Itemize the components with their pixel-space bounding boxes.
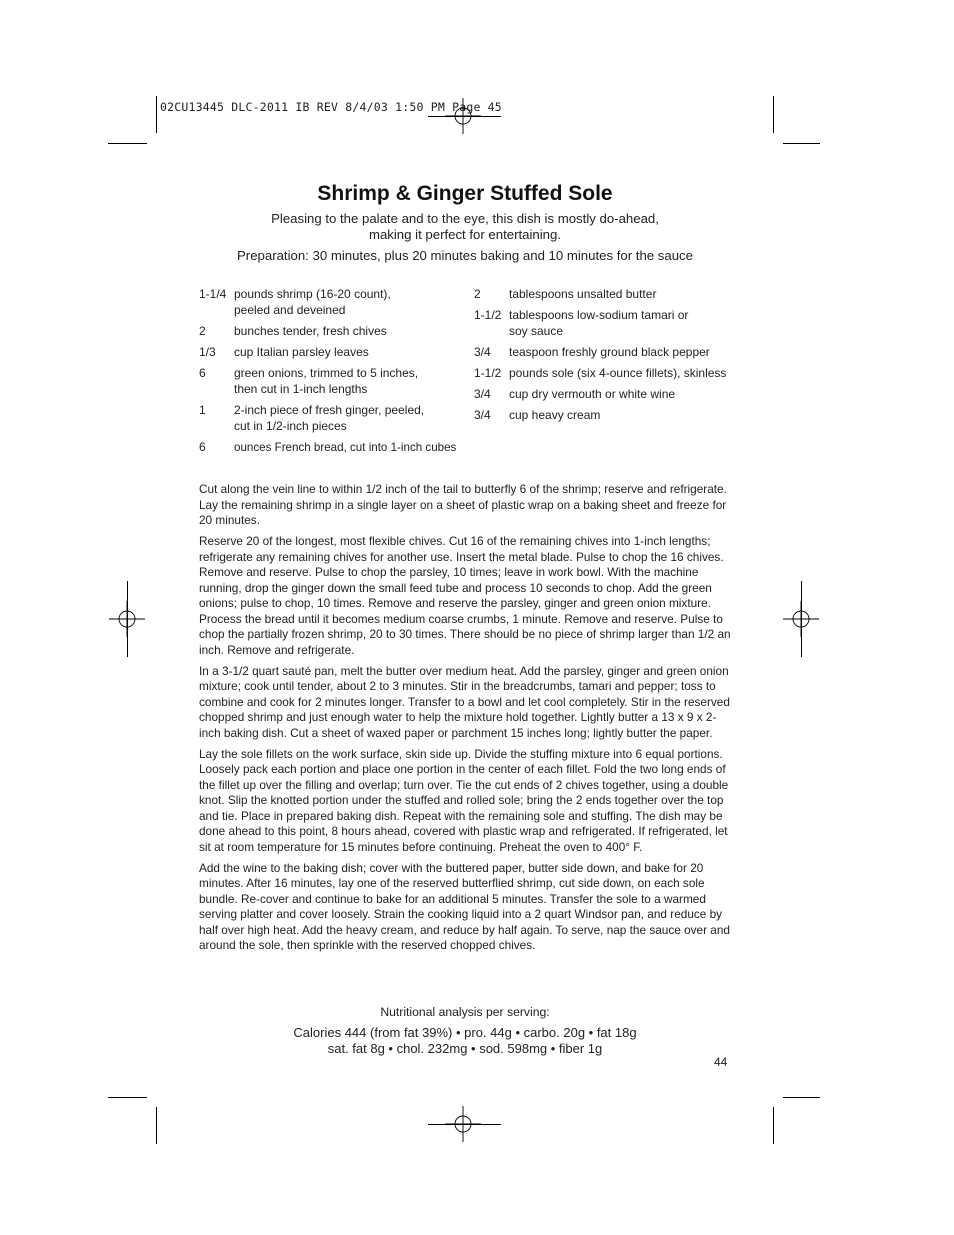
ingredient-item	[199, 403, 469, 435]
ingredient-desc: green onions, trimmed to 5 inches, then cut in 1-inch lengths	[234, 366, 419, 396]
crop-mark	[108, 1097, 147, 1098]
preparation-time: Preparation: 30 minutes, plus 20 minutes baking and 10 minutes for the sauce	[237, 248, 693, 263]
ingredient-desc: 2-inch piece of fresh ginger, peeled, cut in 1/2-inch pieces	[234, 402, 425, 433]
intro-line: making it perfect for entertaining.	[368, 227, 562, 242]
method-paragraph: Add the wine to the baking dish; cover with the buttered paper, butter side down, and bake for 20 minutes. After 16 minutes, lay one of the reserved butterflied shrimp, cut side down, on each sole bundle. Re-cover and continue to bake for an additional 5 minutes. Transfer the sole to a warmed serving platter and cover loosely. Strain the cooking liquid into a 2 quart Windsor pan, and reduce by half over high heat. Add the heavy cream, and reduce by half again. To serve, nap the sauce over and around the sole, then sprinkle with the reserved chopped chives.	[199, 860, 730, 952]
ingredient-qty: 2	[474, 287, 481, 301]
ingredient-desc: cup dry vermouth or white wine	[509, 387, 676, 402]
crop-mark	[428, 1124, 501, 1125]
recipe-intro	[0, 211, 930, 243]
ingredient-item	[199, 440, 469, 456]
crop-mark	[783, 143, 820, 144]
crop-mark	[783, 1097, 820, 1098]
recipe-title: Shrimp & Ginger Stuffed Sole	[317, 182, 613, 205]
method-paragraph: In a 3-1/2 quart sauté pan, melt the butter over medium heat. Add the parsley, ginger and green onion mixture; cook until tender, about 2 to 3 minutes. Stir in the breadcrumbs, tamari and pepper; toss to combine and cook for 2 minutes longer. Transfer to a bowl and let cool completely. Stir in the reserved chopped shrimp and just enough water to help the mixture hold together. Lightly butter a 13 x 9 x 2-inch baking dish. Cut a sheet of waxed paper or parchment 15 inches long; lightly butter the paper.	[199, 663, 730, 740]
ingredient-qty: 3/4	[474, 344, 491, 359]
ingredients-left-column	[199, 287, 469, 461]
ingredients-right-column	[474, 287, 749, 429]
ingredient-qty: 1	[199, 402, 206, 417]
nutrition-heading: Nutritional analysis per serving:	[380, 1005, 550, 1019]
ingredient-item	[474, 308, 749, 340]
ingredient-desc: bunches tender, fresh chives	[234, 323, 387, 338]
ingredient-qty: 3/4	[474, 408, 491, 423]
nutrition-facts	[0, 1025, 930, 1057]
crop-mark	[156, 96, 157, 133]
ingredient-item	[199, 345, 469, 361]
crop-mark	[801, 581, 802, 657]
ingredient-item	[474, 387, 749, 403]
ingredient-item	[474, 366, 749, 382]
crop-mark	[428, 116, 501, 117]
method-paragraph: Reserve 20 of the longest, most flexible chives. Cut 16 of the remaining chives into 1-inch lengths; refrigerate any remaining chives for another use. Insert the metal blade. Pulse to chop the 16 chives. Remove and reserve. Pulse to chop the parsley, 10 times; leave in work bowl. With the machine running, drop the ginger down the small feed tube and process 10 seconds to chop. Add the green onions; pulse to chop, 10 times. Remove and reserve the parsley, ginger and green onion mixture. Process the bread until it becomes medium coarse crumbs, 1 minute. Remove and reserve. Pulse to chop the partially frozen shrimp, 20 to 30 times. There should be no piece of shrimp larger than 1/2 an inch. Remove and refrigerate.	[199, 534, 731, 657]
ingredient-desc: pounds shrimp (16-20 count), peeled and deveined	[234, 287, 391, 317]
ingredient-desc: cup Italian parsley leaves	[234, 344, 369, 359]
nutrition-line: Calories 444 (from fat 39%) • pro. 44g • carbo. 20g • fat 18g	[293, 1025, 637, 1040]
ingredient-desc: pounds sole (six 4-ounce fillets), skinless	[509, 366, 727, 381]
ingredient-item	[199, 324, 469, 340]
method-paragraph: Lay the sole fillets on the work surface, skin side up. Divide the stuffing mixture into 6 equal portions. Loosely pack each portion and place one portion in the center of each fillet. Fold the two long ends of the fillet up over the filling and overlap; turn over. Tie the cut ends of 2 chives together, using a double knot. Slip the knotted portion under the stuffed and rolled sole; bring the 2 ends together over the top and tie. Place in prepared baking dish. Repeat with the remaining sole and stuffing. The dish may be done ahead to this point, 8 hours ahead, covered with plastic wrap and refrigerated. If refrigerated, let sit at room temperature for 15 minutes before continuing. Preheat the oven to 400° F.	[199, 746, 729, 854]
ingredient-desc: teaspoon freshly ground black pepper	[509, 344, 710, 359]
recipe-method	[199, 482, 731, 959]
ingredient-qty: 1-1/2	[474, 308, 502, 323]
nutrition-line: sat. fat 8g • chol. 232mg • sod. 598mg • fiber 1g	[327, 1041, 603, 1056]
crop-mark	[127, 581, 128, 657]
crop-mark	[156, 1107, 157, 1144]
ingredient-desc: tablespoons low-sodium tamari or soy sauce	[509, 308, 689, 338]
ingredient-desc: tablespoons unsalted butter	[509, 287, 657, 301]
ingredient-desc: cup heavy cream	[509, 408, 601, 423]
ingredient-item	[474, 287, 749, 303]
ingredient-item	[199, 366, 469, 398]
crop-mark	[773, 96, 774, 133]
intro-line: Pleasing to the palate and to the eye, this dish is mostly do-ahead,	[271, 211, 659, 226]
method-paragraph: Cut along the vein line to within 1/2 inch of the tail to butterfly 6 of the shrimp; reserve and refrigerate. Lay the remaining shrimp in a single layer on a sheet of plastic wrap on a baking sheet and freeze for 20 minutes.	[199, 482, 727, 527]
ingredient-desc: ounces French bread, cut into 1-inch cubes	[234, 440, 457, 454]
ingredient-qty: 1-1/2	[474, 366, 502, 381]
crop-mark	[108, 143, 147, 144]
ingredient-qty: 2	[199, 323, 206, 338]
crop-mark	[773, 1107, 774, 1144]
ingredient-item	[474, 345, 749, 361]
page-number: 44	[714, 1055, 728, 1069]
ingredient-qty: 3/4	[474, 387, 491, 402]
ingredient-qty: 6	[199, 439, 206, 454]
ingredient-item	[474, 408, 749, 424]
ingredient-qty: 1-1/4	[199, 287, 227, 301]
ingredient-item	[199, 287, 469, 319]
print-slug: 02CU13445 DLC-2011 IB REV 8/4/03 1:50 PM Page 45	[160, 100, 502, 114]
ingredient-qty: 6	[199, 366, 206, 381]
ingredient-qty: 1/3	[199, 344, 216, 359]
